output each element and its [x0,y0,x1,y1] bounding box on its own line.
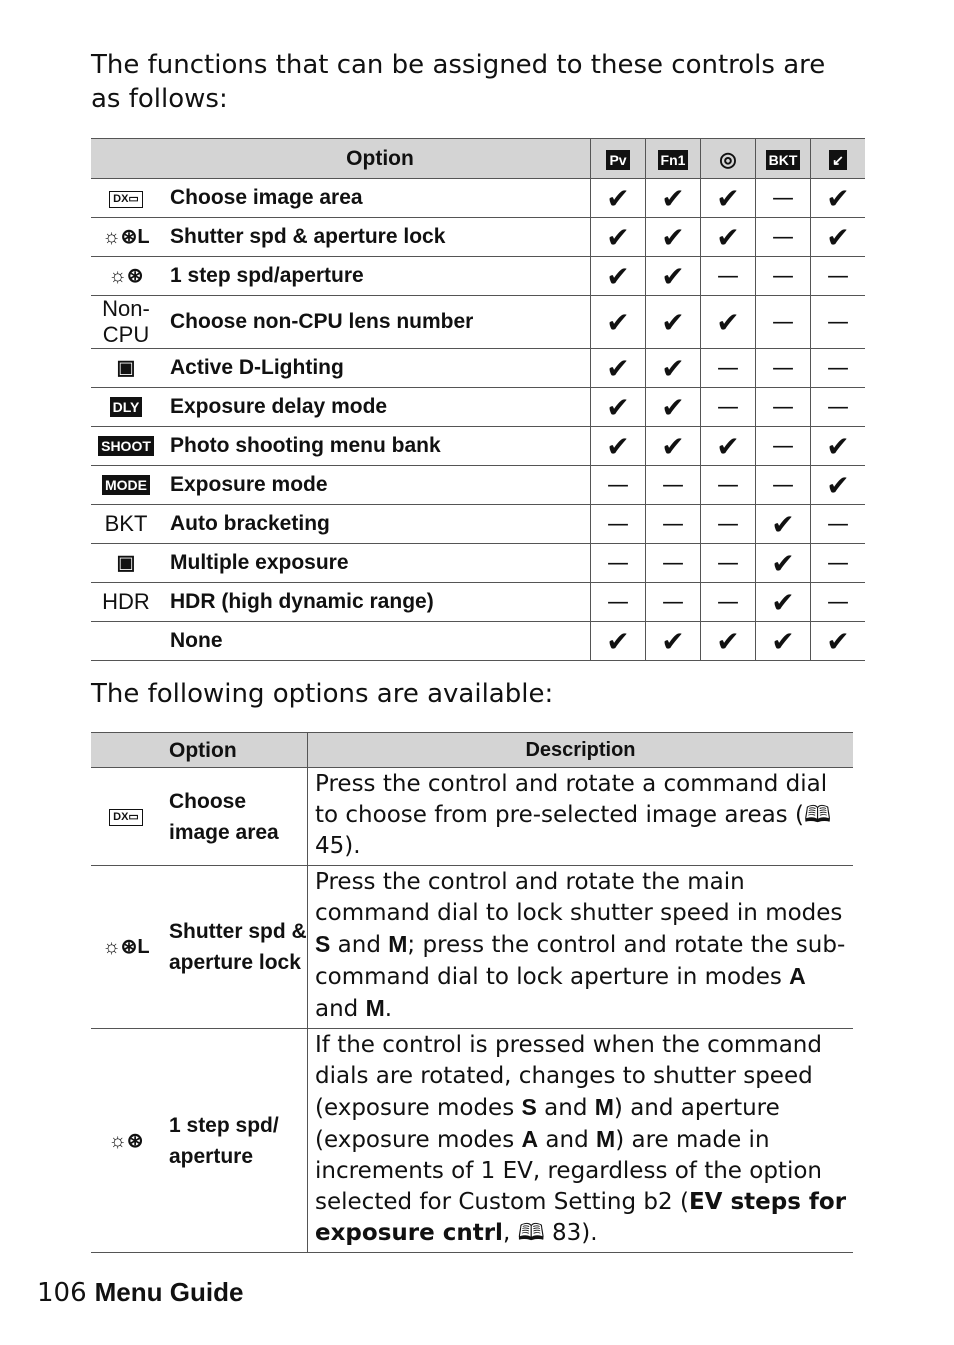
option-label: Auto bracketing [161,505,591,544]
check-icon: ✔ [646,388,701,427]
table-row [91,427,865,466]
mode-icon: MODE [91,466,161,505]
intro-text-1: The functions that can be assigned to these controls are as follows: [91,50,826,114]
table-row [91,388,865,427]
unavailable-mark: — [811,544,866,583]
option-description: If the control is pressed when the command dials are rotated, changes to shutter speed (exposure modes S and M) and aperture (exposure modes A and M) are made in increments of 1 EV, regardless of the option selected for Custom Setting b2 (EV steps for exposure cntrl, 🕮 83). [308,1029,854,1253]
table-row [91,257,865,296]
description-header: Description [308,733,854,768]
page-footer [37,1277,243,1308]
table-row [91,544,865,583]
bkt-control-icon: BKT [756,139,811,179]
check-icon: ✔ [646,427,701,466]
check-icon: ✔ [646,622,701,661]
option-label: Shutter spd & aperture lock [161,866,308,1029]
table-row [91,179,865,218]
check-icon: ✔ [701,218,756,257]
unavailable-mark: — [646,583,701,622]
shutter-aperture-lock-icon: ☼⊛L [91,866,161,1029]
unavailable-mark: — [756,427,811,466]
page-number: 106 [37,1278,87,1308]
check-icon: ✔ [701,179,756,218]
option-header: Option [161,139,591,179]
shutter-aperture-lock-icon: ☼⊛L [91,218,161,257]
check-icon: ✔ [591,179,646,218]
table-row [91,505,865,544]
unavailable-mark: — [756,349,811,388]
check-icon: ✔ [591,427,646,466]
unavailable-mark: — [701,257,756,296]
af-on-control-icon: ↙ [811,139,866,179]
image-area-icon: DX▭ [91,179,161,218]
table-row [91,622,865,661]
option-header: Option [161,733,308,768]
none-icon [91,622,161,661]
step-spd-aperture-icon: ☼⊛ [91,257,161,296]
unavailable-mark: — [811,257,866,296]
unavailable-mark: — [646,505,701,544]
options-description-table [91,732,853,1253]
option-label: Active D-Lighting [161,349,591,388]
check-icon: ✔ [591,296,646,349]
check-icon: ✔ [646,296,701,349]
check-icon: ✔ [756,583,811,622]
check-icon: ✔ [811,466,866,505]
unavailable-mark: — [811,388,866,427]
unavailable-mark: — [701,583,756,622]
check-icon: ✔ [646,349,701,388]
check-icon: ✔ [811,622,866,661]
table-row [91,866,853,1029]
exposure-delay-icon: DLY [91,388,161,427]
table-row [91,466,865,505]
option-label: HDR (high dynamic range) [161,583,591,622]
step-spd-aperture-icon: ☼⊛ [91,1029,161,1253]
check-icon: ✔ [646,257,701,296]
option-label: Exposure mode [161,466,591,505]
unavailable-mark: — [811,583,866,622]
check-icon: ✔ [811,218,866,257]
check-icon: ✔ [701,427,756,466]
table-row [91,218,865,257]
option-description: Press the control and rotate a command dial to choose from pre-selected image areas (🕮 45). [308,768,854,866]
active-d-lighting-icon: ▣ [91,349,161,388]
section-title: Menu Guide [94,1277,244,1307]
hdr-icon: HDR [91,583,161,622]
sub-selector-control-icon: ◎ [701,139,756,179]
unavailable-mark: — [811,296,866,349]
option-label: Choose image area [161,768,308,866]
unavailable-mark: — [591,505,646,544]
unavailable-mark: — [646,466,701,505]
fn1-control-icon: Fn1 [646,139,701,179]
unavailable-mark: — [811,349,866,388]
shoot-bank-icon: SHOOT [91,427,161,466]
table-row [91,1029,853,1253]
control-functions-table [91,138,865,661]
unavailable-mark: — [756,466,811,505]
unavailable-mark: — [701,466,756,505]
unavailable-mark: — [591,466,646,505]
unavailable-mark: — [701,349,756,388]
option-label: Exposure delay mode [161,388,591,427]
check-icon: ✔ [591,218,646,257]
table-row [91,349,865,388]
option-label: None [161,622,591,661]
check-icon: ✔ [811,427,866,466]
option-label: Photo shooting menu bank [161,427,591,466]
unavailable-mark: — [646,544,701,583]
unavailable-mark: — [701,388,756,427]
check-icon: ✔ [591,622,646,661]
table-header-row [91,139,865,179]
unavailable-mark: — [591,583,646,622]
book-icon: 🕮 [517,1220,545,1246]
table-row [91,296,865,349]
check-icon: ✔ [811,179,866,218]
option-label: Choose non-CPU lens number [161,296,591,349]
unavailable-mark: — [756,179,811,218]
check-icon: ✔ [646,218,701,257]
bkt-icon: BKT [91,505,161,544]
unavailable-mark: — [701,544,756,583]
check-icon: ✔ [756,544,811,583]
pv-control-icon: Pv [591,139,646,179]
non-cpu-icon: Non-CPU [91,296,161,349]
check-icon: ✔ [591,257,646,296]
intro-text-2: The following options are available: [91,679,554,709]
image-area-icon: DX▭ [91,768,161,866]
book-icon: 🕮 [803,802,832,828]
unavailable-mark: — [756,218,811,257]
check-icon: ✔ [646,179,701,218]
unavailable-mark: — [756,296,811,349]
option-label: 1 step spd/aperture [161,257,591,296]
check-icon: ✔ [591,388,646,427]
unavailable-mark: — [591,544,646,583]
check-icon: ✔ [591,349,646,388]
table-header-row [91,733,853,768]
unavailable-mark: — [756,257,811,296]
option-label: Shutter spd & aperture lock [161,218,591,257]
table-row [91,768,853,866]
option-description: Press the control and rotate the main command dial to lock shutter speed in modes S and M; press the control and rotate the sub-command dial to lock aperture in modes A and M. [308,866,854,1029]
option-label: Choose image area [161,179,591,218]
check-icon: ✔ [701,622,756,661]
check-icon: ✔ [756,505,811,544]
unavailable-mark: — [701,505,756,544]
check-icon: ✔ [701,296,756,349]
check-icon: ✔ [756,622,811,661]
unavailable-mark: — [811,505,866,544]
table-row [91,583,865,622]
multiple-exposure-icon: ▣ [91,544,161,583]
option-label: 1 step spd/ aperture [161,1029,308,1253]
unavailable-mark: — [756,388,811,427]
option-label: Multiple exposure [161,544,591,583]
